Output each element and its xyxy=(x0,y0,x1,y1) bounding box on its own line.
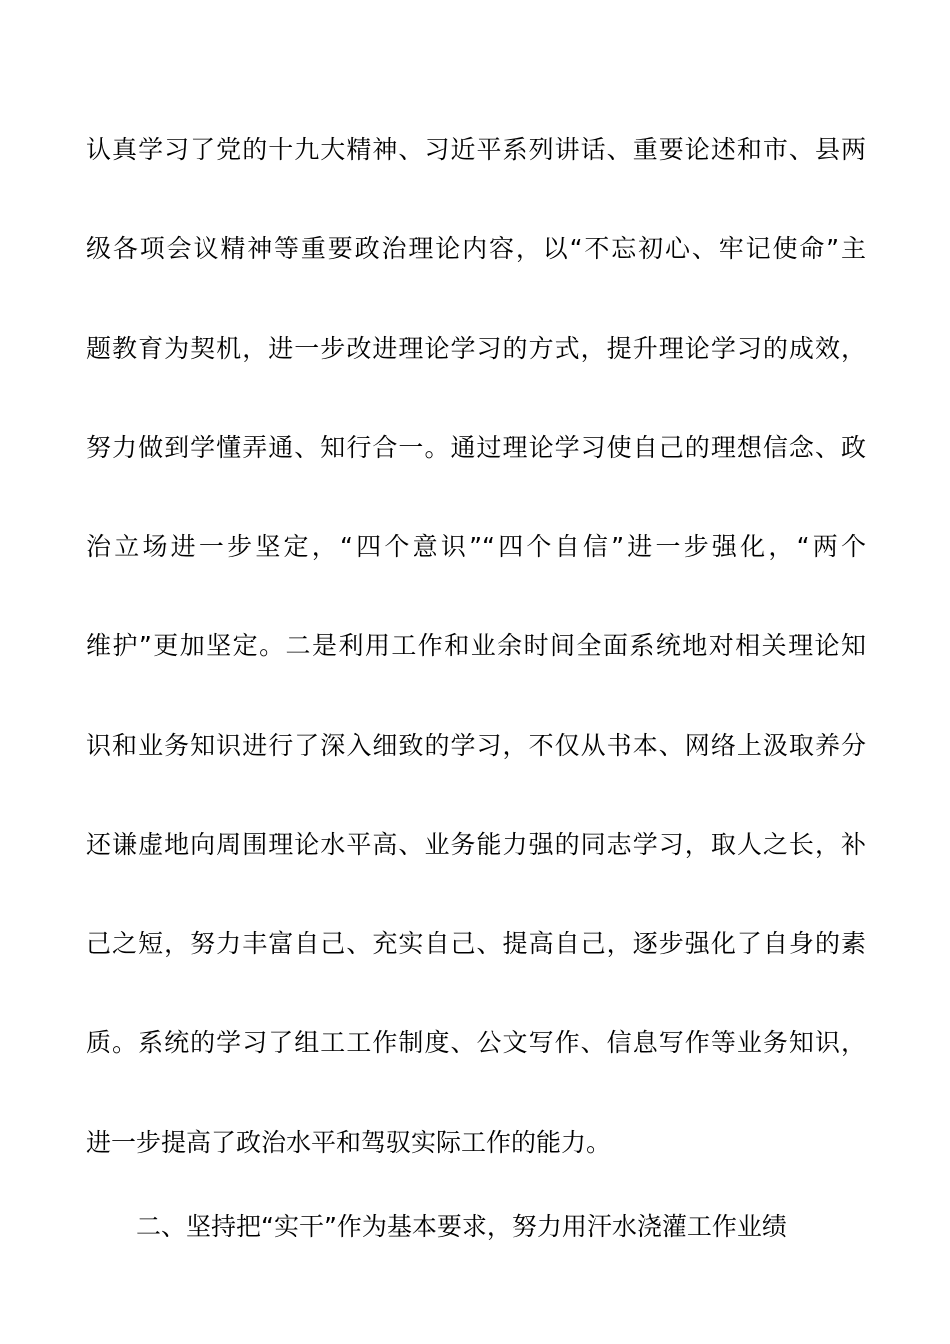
body-text-line-8: 还谦虚地向周围理论水平高、业务能力强的同志学习，取人之长，补 xyxy=(86,830,866,859)
section-heading: 二、坚持把“实干”作为基本要求，努力用汗水浇灌工作业绩 xyxy=(136,1212,787,1241)
body-text-line-7: 识和业务知识进行了深入细致的学习，不仅从书本、网络上汲取养分 xyxy=(86,731,866,760)
body-text-line-3: 题教育为契机，进一步改进理论学习的方式，提升理论学习的成效， xyxy=(86,334,866,363)
body-text-line-11: 进一步提高了政治水平和驾驭实际工作的能力。 xyxy=(86,1128,612,1157)
body-text-line-10: 质。系统的学习了组工工作制度、公文写作、信息写作等业务知识， xyxy=(86,1028,866,1057)
body-text-line-4: 努力做到学懂弄通、知行合一。通过理论学习使自己的理想信念、政 xyxy=(86,433,866,462)
body-text-line-6: 维护”更加坚定。二是利用工作和业余时间全面系统地对相关理论知 xyxy=(86,631,866,660)
body-text-line-5: 治立场进一步坚定，“四个意识”“四个自信”进一步强化，“两个 xyxy=(86,532,866,561)
body-text-line-9: 己之短，努力丰富自己、充实自己、提高自己，逐步强化了自身的素 xyxy=(86,929,866,958)
body-text-line-1: 认真学习了党的十九大精神、习近平系列讲话、重要论述和市、县两 xyxy=(86,135,866,164)
body-text-line-2: 级各项会议精神等重要政治理论内容，以“不忘初心、牢记使命”主 xyxy=(86,234,866,263)
